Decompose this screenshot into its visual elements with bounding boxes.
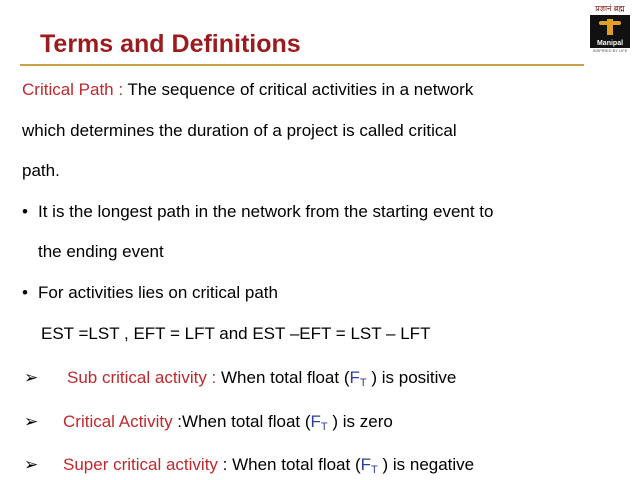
arrow-bullet-icon: ➢: [24, 455, 39, 474]
definition-term: Critical Path :: [22, 80, 124, 99]
bullet-text-continued: the ending event: [38, 242, 164, 261]
logo-tagline: INSPIRED BY LIFE: [592, 48, 628, 53]
bullet-text: For activities lies on critical path: [38, 283, 278, 302]
definition-line-1: [22, 80, 473, 100]
activity-desc: : When total float (: [217, 455, 361, 474]
bullet-icon: •: [22, 202, 28, 221]
float-symbol: $F_T$: [349, 368, 367, 389]
activity-result: is zero: [338, 412, 393, 431]
logo-name: Manipal: [590, 39, 630, 48]
activity-sub-critical: Sub critical activity : When total float ($F_T$ ) is positive: [67, 368, 457, 389]
definition-line-2: which determines the duration of a project is called critical: [22, 121, 457, 140]
logo-emblem-icon: [590, 15, 630, 39]
definition-text-1: The sequence of critical activities in a network: [123, 80, 474, 99]
definition-line-3: path.: [22, 161, 60, 180]
page-title: Terms and Definitions: [40, 30, 301, 58]
activity-term: Sub critical activity :: [67, 368, 217, 387]
float-symbol: $F_T$: [360, 455, 378, 476]
activity-term: Super critical activity: [63, 455, 218, 474]
bullet-item: [22, 283, 278, 303]
activity-result: is negative: [388, 455, 475, 474]
activity-desc: :When total float (: [172, 412, 311, 431]
activity-super-critical: Super critical activity : When total float ($F_T$ ) is negative: [63, 455, 475, 476]
title-divider: [20, 64, 584, 66]
equation: EST =LST , EFT = LFT and EST –EFT = LST – LFT: [41, 324, 431, 343]
bullet-item: [22, 202, 493, 222]
activity-critical: Critical Activity :When total float ($F_T$ ) is zero: [63, 412, 393, 433]
activity-term: Critical Activity: [63, 412, 173, 431]
arrow-bullet-icon: ➢: [24, 368, 39, 387]
arrow-bullet-icon: ➢: [24, 412, 39, 431]
activity-desc: When total float (: [216, 368, 350, 387]
bullet-text: It is the longest path in the network from the starting event to: [38, 202, 494, 221]
logo-motto: प्रज्ञानं ब्रह्म: [595, 4, 625, 13]
float-symbol: $F_T$: [310, 412, 328, 433]
manipal-logo: [589, 4, 631, 62]
activity-result: is positive: [377, 368, 457, 387]
bullet-icon: •: [22, 283, 28, 302]
